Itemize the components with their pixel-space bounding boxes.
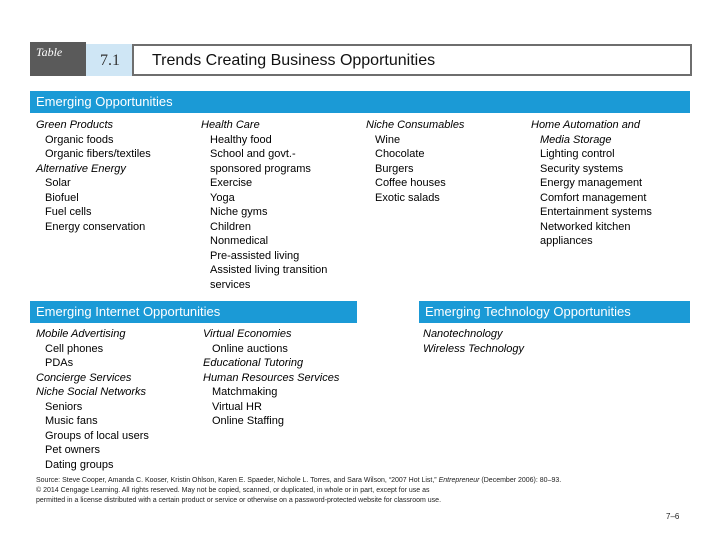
list-item: Cell phones xyxy=(45,342,104,355)
category-label: Alternative Energy xyxy=(36,162,126,175)
source-text: Steve Cooper, Amanda C. Kooser, Kristin Ohlson, Karen E. Spaeder, Nichole L. Torres, and Sara Wilson, “2007 Hot List,” xyxy=(62,477,437,484)
category-label: Nanotechnology xyxy=(423,328,503,340)
copyright-line-2: permitted in a license distributed with a certain product or service or otherwise on a password-protected website for classroom use. xyxy=(36,497,442,504)
category-label: Home Automation and xyxy=(531,119,641,131)
list-item: Organic foods xyxy=(45,133,114,146)
list-item: Burgers xyxy=(375,162,414,175)
list-item: Online auctions xyxy=(212,342,288,355)
list-item: Security systems xyxy=(540,162,624,175)
category-label: Concierge Services xyxy=(36,371,132,384)
list-item: Fuel cells xyxy=(45,206,92,218)
list-item: Solar xyxy=(45,177,71,189)
emerging-opportunities-heading: Emerging Opportunities xyxy=(30,91,690,113)
list-item: Biofuel xyxy=(45,191,79,204)
table-title: Trends Creating Business Opportunities xyxy=(152,52,436,69)
emerging-internet-heading: Emerging Internet Opportunities xyxy=(30,301,357,323)
list-item: Comfort management xyxy=(540,191,647,204)
technology-column xyxy=(423,327,524,356)
category-label: Human Resources Services xyxy=(203,371,340,384)
list-item: Children xyxy=(210,220,251,233)
list-item: Coffee houses xyxy=(375,177,446,189)
list-item: Nonmedical xyxy=(210,235,269,247)
list-item: Matchmaking xyxy=(212,386,278,398)
category-label: Mobile Advertising xyxy=(36,328,126,340)
category-label: Niche Consumables xyxy=(366,119,465,131)
virtual-hr-column xyxy=(203,327,339,429)
list-item: Wine xyxy=(375,133,401,146)
green-alternative-column xyxy=(36,118,151,234)
list-item: Networked kitchen xyxy=(540,220,631,233)
list-item: sponsored programs xyxy=(210,162,311,175)
list-item: Exotic salads xyxy=(375,191,440,204)
source-publication: Entrepreneur xyxy=(438,477,480,484)
list-item: Music fans xyxy=(45,415,98,427)
source-label: Source: xyxy=(36,477,61,484)
category-label: Media Storage xyxy=(540,133,612,146)
list-item: Assisted living transition xyxy=(210,264,328,276)
copyright-line-1: © 2014 Cengage Learning. All rights reserved. May not be copied, scanned, or duplicated, in whole or in part, except for use as xyxy=(36,487,430,494)
emerging-technology-heading: Emerging Technology Opportunities xyxy=(419,301,690,323)
table-tag: Table xyxy=(30,42,86,76)
list-item: services xyxy=(210,278,251,291)
list-item: School and govt.- xyxy=(210,148,296,160)
list-item: Healthy food xyxy=(210,133,272,146)
source-note xyxy=(36,476,596,506)
category-label: Health Care xyxy=(201,119,260,131)
health-care-column xyxy=(201,118,327,292)
mobile-social-column xyxy=(36,327,149,472)
source-tail: (December 2006): 80–93. xyxy=(481,477,562,484)
category-label: Virtual Economies xyxy=(203,328,292,340)
list-item: Niche gyms xyxy=(210,206,268,218)
category-label: Wireless Technology xyxy=(423,342,524,355)
category-label: Educational Tutoring xyxy=(203,357,304,369)
list-item: Organic fibers/textiles xyxy=(45,148,151,160)
list-item: Energy conservation xyxy=(45,220,146,233)
list-item: Groups of local users xyxy=(45,429,149,442)
list-item: Dating groups xyxy=(45,458,114,471)
category-label: Green Products xyxy=(36,119,114,131)
list-item: appliances xyxy=(540,235,593,247)
list-item: Pet owners xyxy=(45,444,101,456)
list-item: PDAs xyxy=(45,357,74,369)
list-item: Chocolate xyxy=(375,148,425,160)
list-item: Seniors xyxy=(45,400,83,413)
list-item: Energy management xyxy=(540,177,643,189)
table-number: 7.1 xyxy=(86,44,134,76)
list-item: Online Staffing xyxy=(212,415,284,427)
list-item: Entertainment systems xyxy=(540,206,652,218)
page-number: 7–6 xyxy=(666,512,680,521)
category-label: Niche Social Networks xyxy=(36,386,147,398)
list-item: Yoga xyxy=(210,191,235,204)
list-item: Virtual HR xyxy=(212,400,262,413)
list-item: Pre-assisted living xyxy=(210,249,300,262)
list-item: Lighting control xyxy=(540,148,615,160)
list-item: Exercise xyxy=(210,177,253,189)
niche-consumables-column xyxy=(366,118,464,205)
home-automation-column xyxy=(531,118,652,249)
